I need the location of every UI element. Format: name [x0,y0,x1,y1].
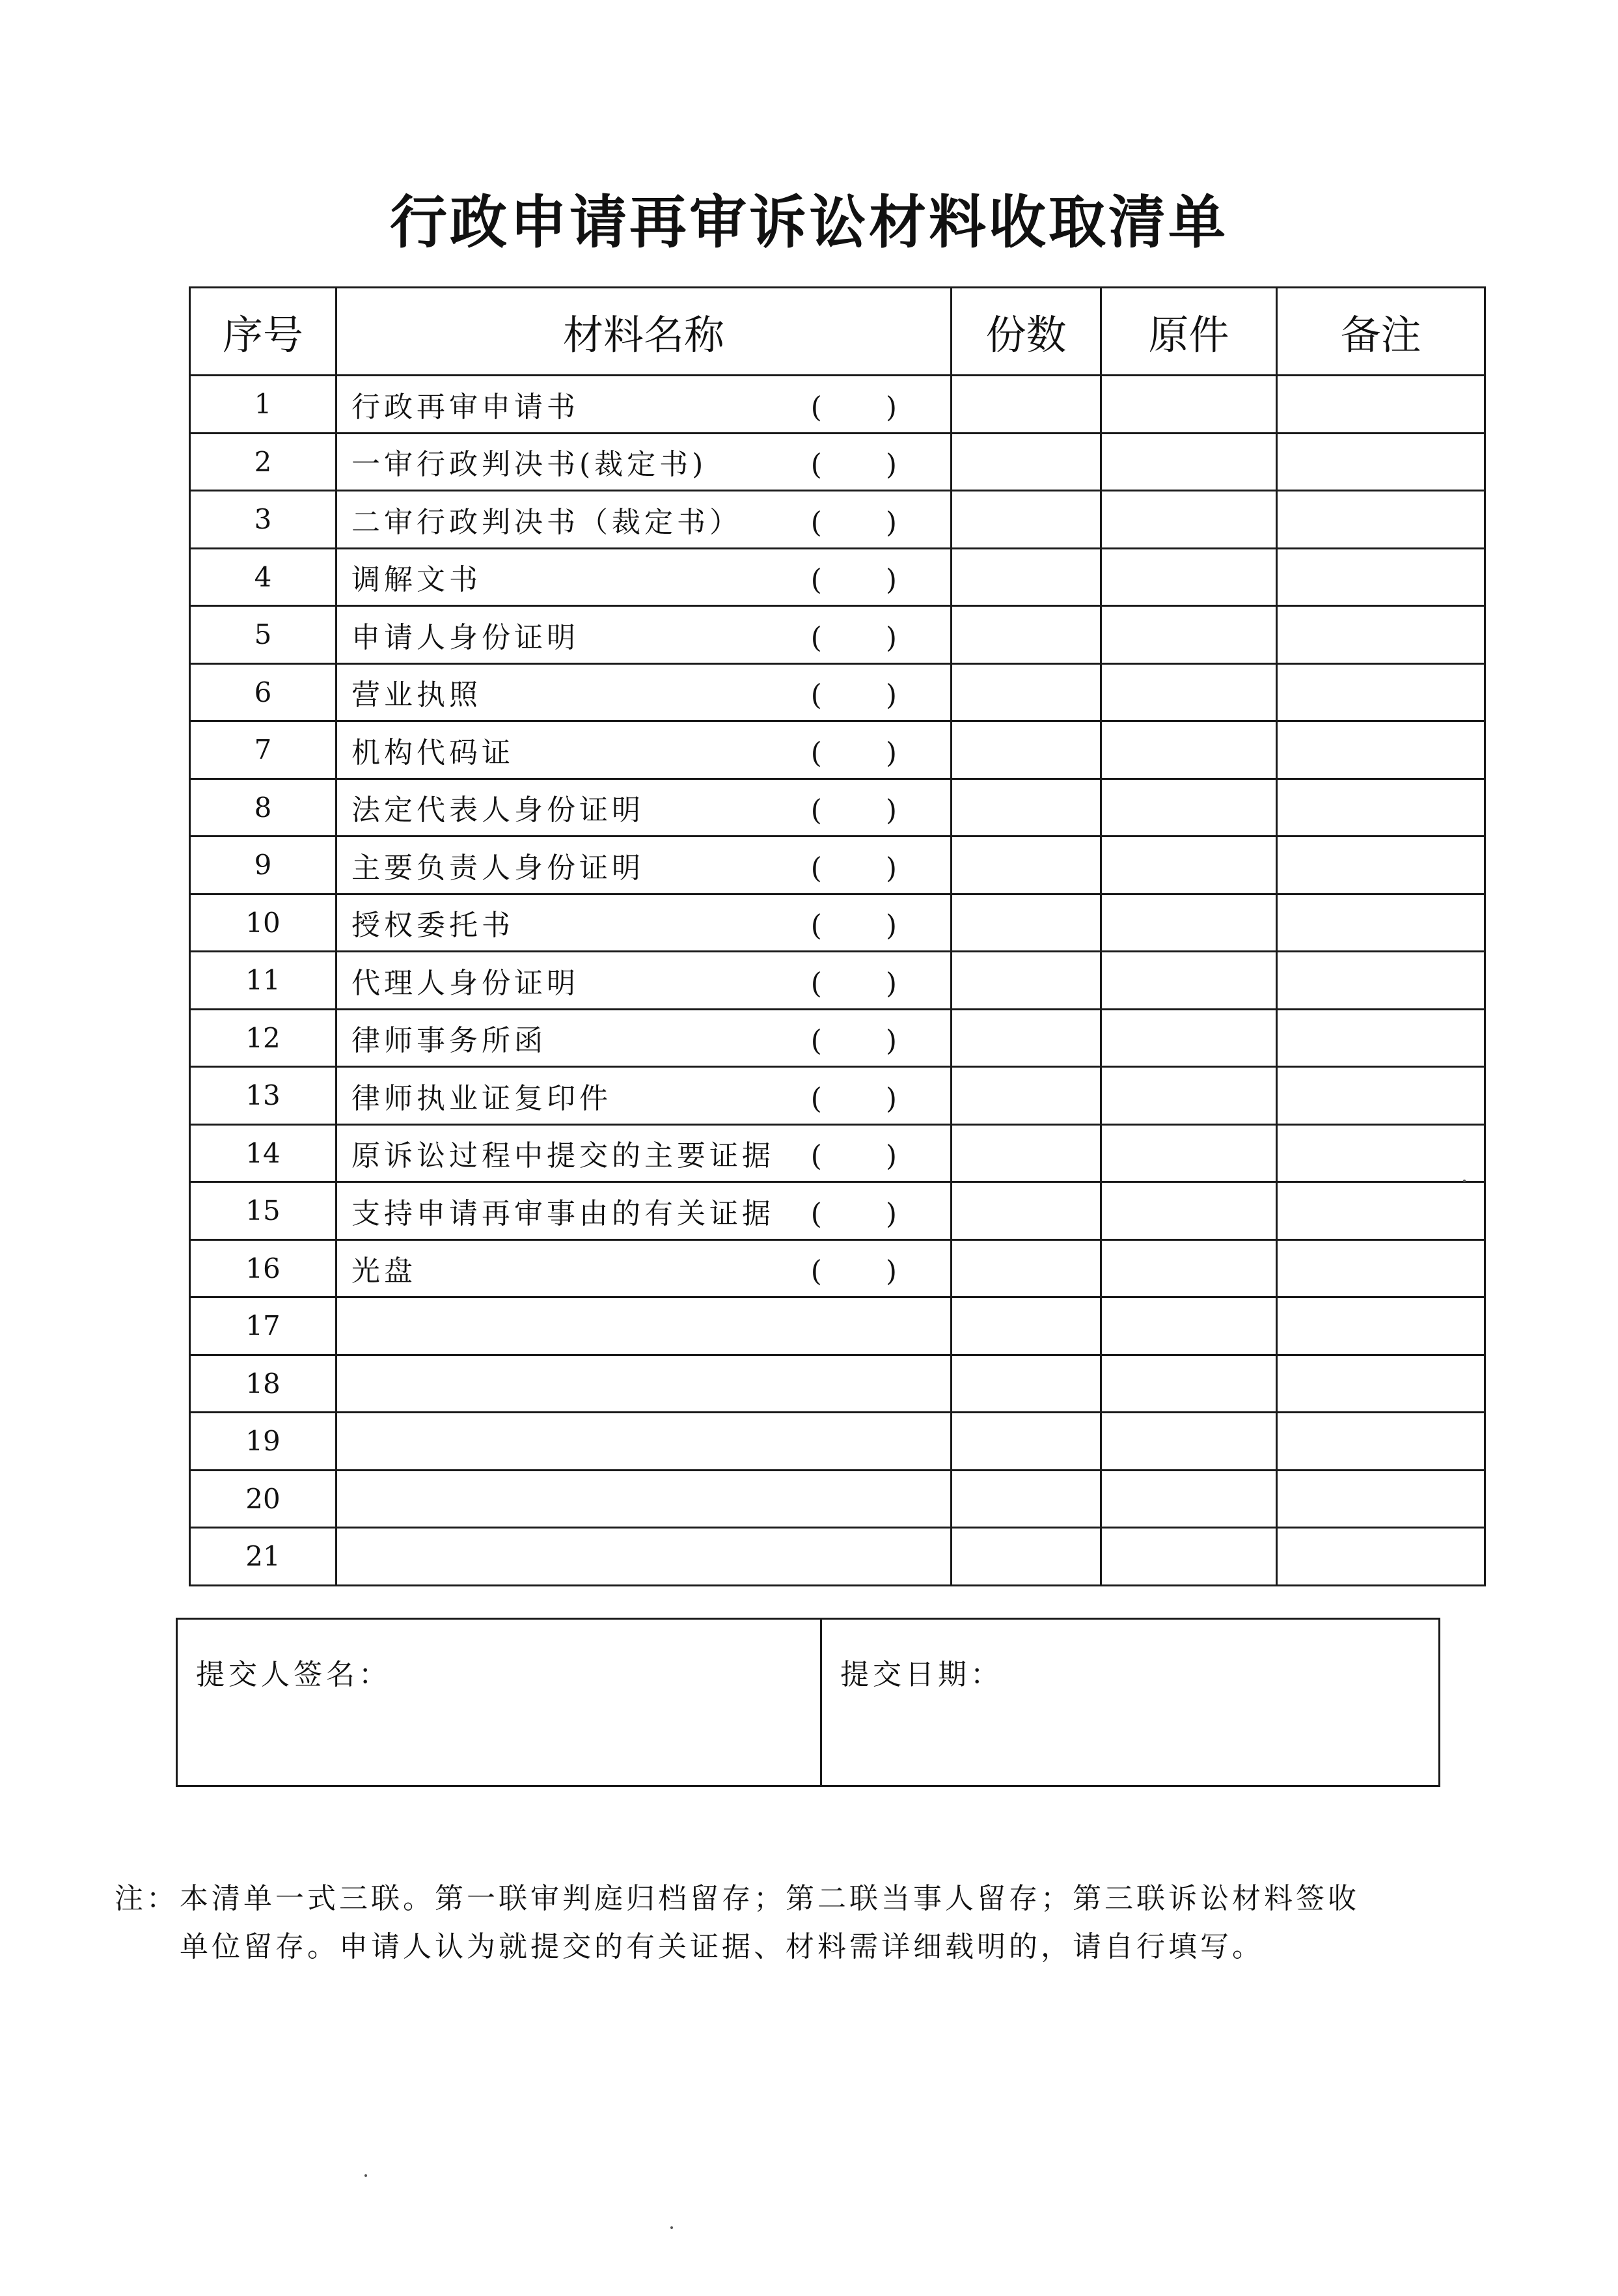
table-row [190,548,1485,606]
material-name-cell [336,1009,952,1067]
table-row [190,491,1485,549]
header-name: 材料名称 [336,288,952,376]
table-row [190,837,1485,894]
remarks-cell[interactable] [1277,1182,1485,1240]
check-mark-parentheses[interactable]: ( ) [810,1254,924,1288]
row-number: 11 [190,952,336,1010]
table-row [190,1413,1485,1471]
original-cell[interactable] [1101,606,1277,664]
copies-cell[interactable] [952,376,1101,434]
row-number: 3 [190,491,336,549]
original-cell[interactable] [1101,1528,1277,1586]
copies-cell[interactable] [952,1182,1101,1240]
table-row [190,1009,1485,1067]
check-mark-parentheses[interactable]: ( ) [810,1024,924,1058]
original-cell[interactable] [1101,837,1277,894]
submitter-signature-cell[interactable] [177,1619,821,1786]
copies-cell[interactable] [952,837,1101,894]
row-number: 4 [190,548,336,606]
copies-cell[interactable] [952,1413,1101,1471]
copies-cell[interactable] [952,548,1101,606]
row-number: 17 [190,1297,336,1355]
table-row [190,1067,1485,1125]
header-remarks: 备注 [1277,288,1485,376]
remarks-cell[interactable] [1277,1297,1485,1355]
table-row [190,376,1485,434]
submission-date-cell[interactable] [821,1619,1440,1786]
copies-cell[interactable] [952,1124,1101,1182]
table-row [190,1182,1485,1240]
original-cell[interactable] [1101,433,1277,491]
material-name-cell [336,1297,952,1355]
header-seq: 序号 [190,288,336,376]
table-row [190,1124,1485,1182]
remarks-cell[interactable] [1277,779,1485,837]
row-number: 1 [190,376,336,434]
material-name: 一审行政判决书(裁定书) [351,448,707,482]
copies-cell[interactable] [952,952,1101,1010]
material-name-cell [336,1413,952,1471]
material-name-cell [336,606,952,664]
original-cell[interactable] [1101,1182,1277,1240]
footnote-label: 注： [115,1882,178,1915]
check-mark-parentheses[interactable]: ( ) [810,1082,924,1116]
row-number: 14 [190,1124,336,1182]
row-number: 16 [190,1239,336,1297]
material-name-cell [336,376,952,434]
table-row [190,894,1485,952]
table-row [190,663,1485,721]
footnote-body [180,1875,1416,1971]
row-number: 13 [190,1067,336,1125]
copies-cell[interactable] [952,1470,1101,1528]
material-name: 法定代表人身份证明 [351,794,644,827]
check-mark-parentheses[interactable]: ( ) [810,1197,924,1231]
copies-cell[interactable] [952,894,1101,952]
copies-cell[interactable] [952,1528,1101,1586]
row-number: 20 [190,1470,336,1528]
check-mark-parentheses[interactable]: ( ) [810,794,924,827]
footnote-line-2: 单位留存。申请人认为就提交的有关证据、材料需详细载明的，请自行填写。 [180,1930,1264,1963]
row-number: 21 [190,1528,336,1586]
remarks-cell[interactable] [1277,1124,1485,1182]
remarks-cell[interactable] [1277,952,1485,1010]
table-row [190,1297,1485,1355]
material-name-cell [336,1470,952,1528]
remarks-cell[interactable] [1277,548,1485,606]
remarks-cell[interactable] [1277,721,1485,779]
material-name: 支持申请再审事由的有关证据 [351,1196,775,1230]
check-mark-parentheses[interactable]: ( ) [810,621,924,655]
check-mark-parentheses[interactable]: ( ) [810,506,924,540]
check-mark-parentheses[interactable]: ( ) [810,851,924,885]
signature-table [176,1618,1440,1787]
material-name-cell [336,894,952,952]
remarks-cell[interactable] [1277,1470,1485,1528]
remarks-cell[interactable] [1277,1413,1485,1471]
original-cell[interactable] [1101,1355,1277,1413]
material-name: 光盘 [351,1254,417,1288]
remarks-cell[interactable] [1277,491,1485,549]
footnote-line-1: 本清单一式三联。第一联审判庭归档留存；第二联当事人留存；第三联诉讼材料签收 [180,1882,1360,1915]
table-body [190,376,1485,1586]
original-cell[interactable] [1101,1124,1277,1182]
remarks-cell[interactable] [1277,1239,1485,1297]
check-mark-parentheses[interactable]: ( ) [810,967,924,1001]
scan-speck [670,2226,673,2229]
row-number: 19 [190,1413,336,1471]
material-name: 代理人身份证明 [351,966,579,1000]
material-name-cell [336,952,952,1010]
submitter-signature-label: 提交人签名： [196,1658,391,1691]
table-row [190,1528,1485,1586]
material-name: 营业执照 [351,678,482,712]
remarks-cell[interactable] [1277,1009,1485,1067]
original-cell[interactable] [1101,1009,1277,1067]
table-row [190,1239,1485,1297]
signature-row [177,1619,1440,1786]
table-row [190,1355,1485,1413]
original-cell[interactable] [1101,1470,1277,1528]
materials-table [189,286,1486,1586]
material-name-cell [336,663,952,721]
material-name: 主要负责人身份证明 [351,851,644,885]
original-cell[interactable] [1101,663,1277,721]
remarks-cell[interactable] [1277,837,1485,894]
material-name-cell [336,491,952,549]
row-number: 15 [190,1182,336,1240]
original-cell[interactable] [1101,491,1277,549]
scan-speck [1463,1180,1466,1182]
footnote [115,1875,1416,1971]
copies-cell[interactable] [952,1067,1101,1125]
check-mark-parentheses[interactable]: ( ) [810,563,924,597]
copies-cell[interactable] [952,606,1101,664]
material-name: 机构代码证 [351,736,514,769]
remarks-cell[interactable] [1277,1067,1485,1125]
table-row [190,433,1485,491]
material-name: 律师事务所函 [351,1024,547,1058]
original-cell[interactable] [1101,1239,1277,1297]
remarks-cell[interactable] [1277,1528,1485,1586]
table-row [190,721,1485,779]
check-mark-parentheses[interactable]: ( ) [810,391,924,424]
material-name: 行政再审申请书 [351,390,579,424]
copies-cell[interactable] [952,433,1101,491]
row-number: 5 [190,606,336,664]
material-name: 调解文书 [351,563,482,597]
material-name-cell [336,779,952,837]
material-name: 授权委托书 [351,909,514,943]
remarks-cell[interactable] [1277,376,1485,434]
original-cell[interactable] [1101,1413,1277,1471]
material-name-cell [336,837,952,894]
material-name-cell [336,548,952,606]
check-mark-parentheses[interactable]: ( ) [810,678,924,712]
row-number: 9 [190,837,336,894]
table-row [190,952,1485,1010]
row-number: 2 [190,433,336,491]
material-name-cell [336,721,952,779]
material-name-cell [336,1355,952,1413]
copies-cell[interactable] [952,1239,1101,1297]
original-cell[interactable] [1101,548,1277,606]
original-cell[interactable] [1101,1297,1277,1355]
material-name-cell [336,1124,952,1182]
remarks-cell[interactable] [1277,1355,1485,1413]
original-cell[interactable] [1101,894,1277,952]
table-header [190,288,1485,376]
header-original: 原件 [1101,288,1277,376]
original-cell[interactable] [1101,376,1277,434]
copies-cell[interactable] [952,1009,1101,1067]
check-mark-parentheses[interactable]: ( ) [810,909,924,943]
copies-cell[interactable] [952,1355,1101,1413]
material-name: 二审行政判决书（裁定书） [351,505,742,539]
remarks-cell[interactable] [1277,606,1485,664]
row-number: 6 [190,663,336,721]
original-cell[interactable] [1101,721,1277,779]
row-number: 10 [190,894,336,952]
original-cell[interactable] [1101,779,1277,837]
material-name: 律师执业证复印件 [351,1081,612,1115]
material-name-cell [336,1528,952,1586]
check-mark-parentheses[interactable]: ( ) [810,1139,924,1173]
table-row [190,1470,1485,1528]
row-number: 12 [190,1009,336,1067]
material-name-cell [336,1239,952,1297]
remarks-cell[interactable] [1277,663,1485,721]
row-number: 7 [190,721,336,779]
remarks-cell[interactable] [1277,433,1485,491]
row-number: 18 [190,1355,336,1413]
copies-cell[interactable] [952,1297,1101,1355]
submission-date-label: 提交日期： [840,1658,1003,1691]
copies-cell[interactable] [952,491,1101,549]
material-name: 原诉讼过程中提交的主要证据 [351,1139,775,1173]
scan-speck [364,2174,367,2177]
original-cell[interactable] [1101,1067,1277,1125]
check-mark-parentheses[interactable]: ( ) [810,448,924,482]
copies-cell[interactable] [952,721,1101,779]
material-name-cell [336,1182,952,1240]
row-number: 8 [190,779,336,837]
material-name-cell [336,433,952,491]
document-title: 行政申请再审诉讼材料收取清单 [389,189,1228,256]
copies-cell[interactable] [952,663,1101,721]
table-row [190,779,1485,837]
check-mark-parentheses[interactable]: ( ) [810,736,924,770]
material-name-cell [336,1067,952,1125]
material-name: 申请人身份证明 [351,620,579,654]
header-copies: 份数 [952,288,1101,376]
table-row [190,606,1485,664]
copies-cell[interactable] [952,779,1101,837]
remarks-cell[interactable] [1277,894,1485,952]
header-row [190,288,1485,376]
original-cell[interactable] [1101,952,1277,1010]
